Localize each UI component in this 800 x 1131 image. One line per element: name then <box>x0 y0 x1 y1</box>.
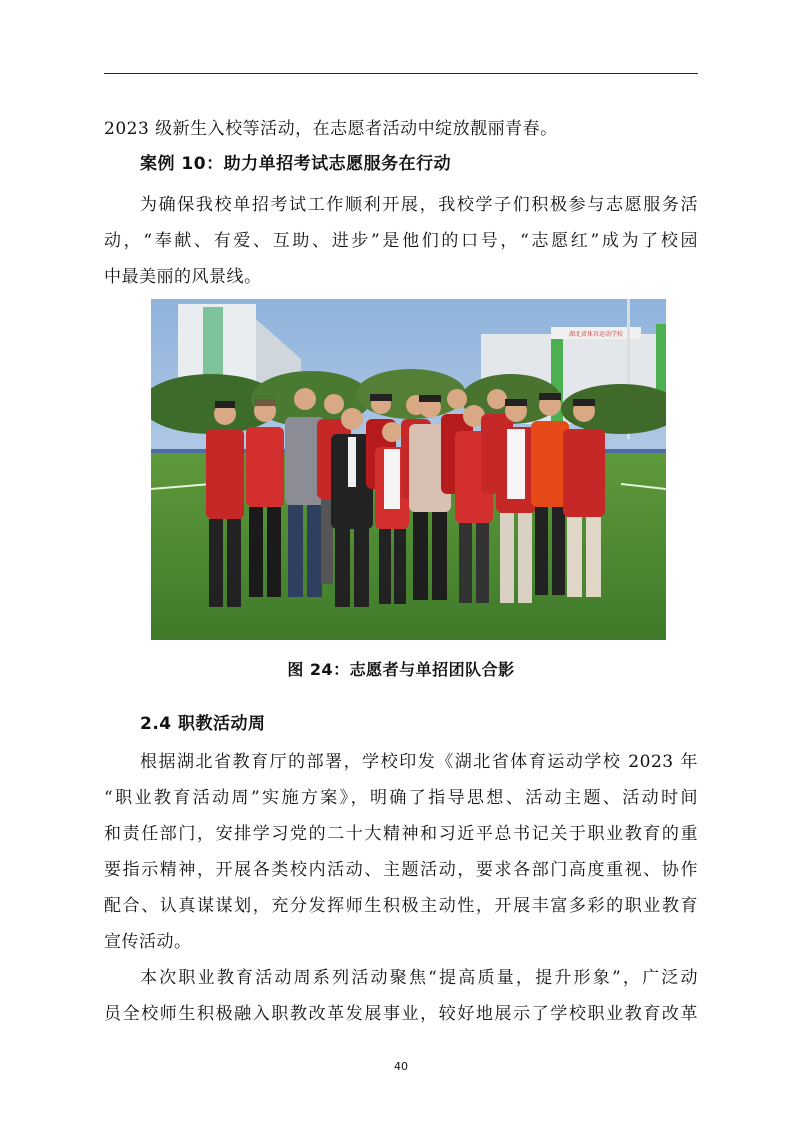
section-paragraph-line: 配合、认真谋谋划，充分发挥师生积极主动性，开展丰富多彩的职业教育 <box>104 896 698 916</box>
case-paragraph-line: 为确保我校单招考试工作顺利开展，我校学子们积极参与志愿服务活 <box>140 195 698 215</box>
section-paragraph-line: 要指示精神，开展各类校内活动、主题活动，要求各部门高度重视、协作 <box>104 860 698 880</box>
section-paragraph-line: 和责任部门，安排学习党的二十大精神和习近平总书记关于职业教育的重 <box>104 824 698 844</box>
section-paragraph-line: 本次职业教育活动周系列活动聚焦“提高质量，提升形象”，广泛动 <box>140 968 698 988</box>
header-rule <box>104 73 698 74</box>
figure-caption: 图 24：志愿者与单招团队合影 <box>287 660 515 679</box>
group-photo <box>151 299 666 640</box>
section-heading: 2.4 职教活动周 <box>140 714 266 734</box>
case-paragraph-line: 中最美丽的风景线。 <box>104 267 262 287</box>
page-number: 40 <box>394 1060 408 1073</box>
section-paragraph-line: 根据湖北省教育厅的部署，学校印发《湖北省体育运动学校 2023 年 <box>140 752 698 772</box>
section-paragraph-line: 宣传活动。 <box>104 932 192 952</box>
continuation-text: 2023 级新生入校等活动，在志愿者活动中绽放靓丽青春。 <box>104 119 558 139</box>
building-sign: 湖北省体育运动学校 <box>568 331 624 338</box>
section-paragraph-line: 员全校师生积极融入职教改革发展事业，较好地展示了学校职业教育改革 <box>104 1004 698 1024</box>
case-paragraph-line: 动，“奉献、有爱、互助、进步”是他们的口号，“志愿红”成为了校园 <box>104 231 698 251</box>
case-title: 案例 10：助力单招考试志愿服务在行动 <box>140 154 452 174</box>
section-paragraph-line: “职业教育活动周”实施方案》，明确了指导思想、活动主题、活动时间 <box>104 788 698 808</box>
